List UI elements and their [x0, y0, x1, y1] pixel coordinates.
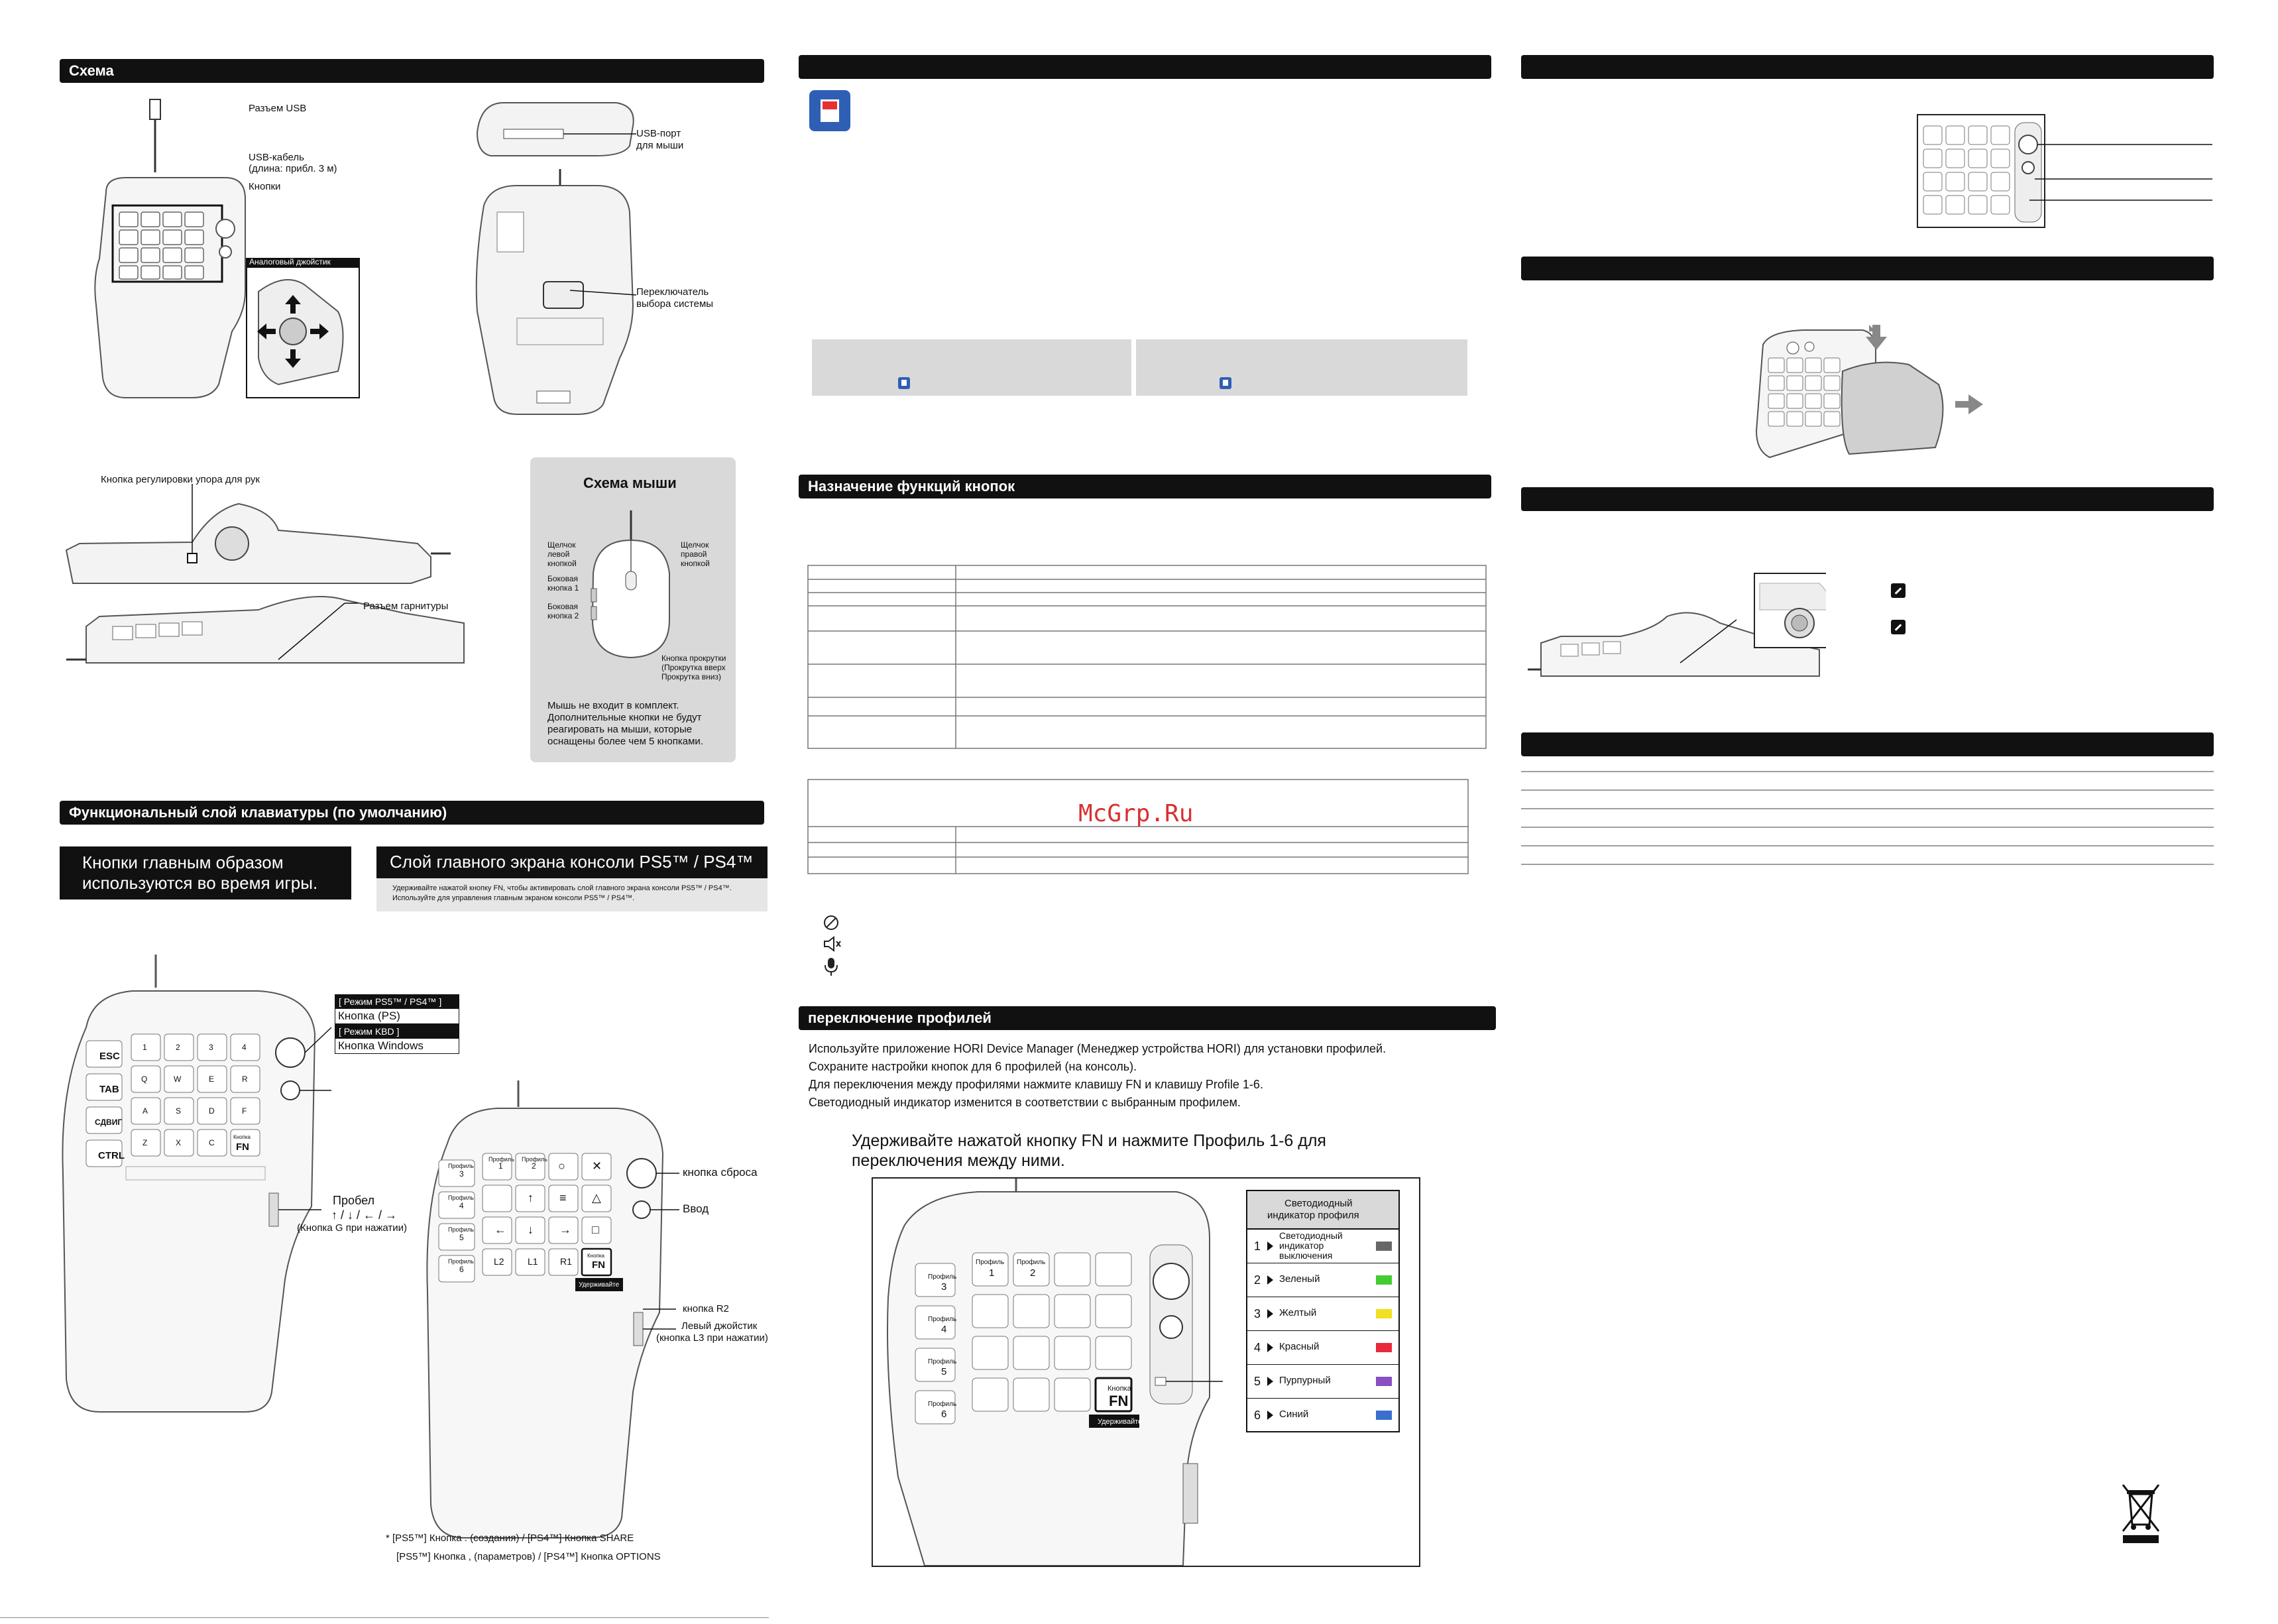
key-tab: TAB [99, 1084, 119, 1095]
led-row-number: 1 [1254, 1240, 1261, 1253]
col3-bar-4 [1521, 732, 2214, 756]
profiles-text-2: Сохраните настройки кнопок для 6 профилей (на консоль). [809, 1060, 1137, 1073]
home-key-fn: FN [592, 1259, 605, 1271]
profiles-text-3: Для переключения между профилями нажмите клавишу FN и клавишу Profile 1-6. [809, 1078, 1263, 1091]
left-stick-label-1: Левый джойстик [681, 1320, 758, 1332]
small-ps-icon-right [1220, 377, 1231, 389]
key-c: C [209, 1138, 215, 1147]
headset-jack-label: Разъем гарнитуры [363, 601, 449, 612]
led-color-swatch [1376, 1275, 1392, 1285]
system-switch-label-1: Переключатель [636, 286, 709, 298]
mouse-side-button-2-line2: кнопка 2 [547, 611, 579, 620]
arrows-label: ↑ / ↓ / ← / → [331, 1208, 398, 1222]
home-hold-label: Удерживайте [579, 1281, 620, 1289]
key-a: A [142, 1106, 148, 1116]
usb-connector-label: Разъем USB [249, 103, 307, 114]
play-arrow-icon [1267, 1242, 1273, 1251]
profiles-title: переключение профилей [808, 1010, 992, 1026]
enter-button-label: Ввод [683, 1202, 709, 1215]
col3-bar-1 [1521, 55, 2214, 79]
home-key-l1: L1 [528, 1256, 538, 1267]
profiles-text-1: Используйте приложение HORI Device Manager (Менеджер устройства HORI) для установки профилей. [809, 1042, 1387, 1055]
led-row-number: 5 [1254, 1375, 1261, 1388]
led-row-label: Желтый [1279, 1307, 1317, 1318]
led-row-label: Зеленый [1279, 1273, 1320, 1285]
mouse-note-line1: Мышь не входит в комплект. [547, 700, 679, 711]
home-side-profile-4: 4 [459, 1201, 464, 1210]
hold-instruction-2: переключения между ними. [852, 1151, 1065, 1170]
led-row-label: Светодиодный индикатор выключения [1279, 1230, 1343, 1261]
pk-profile-6: 6 [941, 1409, 947, 1420]
led-row-label: Синий [1279, 1409, 1309, 1420]
key-3: 3 [209, 1043, 213, 1052]
mouse-scroll-line3: Прокрутка вниз) [661, 672, 721, 681]
key-fn-small-label: Кнопка [233, 1134, 251, 1140]
key-z: Z [142, 1138, 148, 1147]
wrist-rest-button-label: Кнопка регулировки упора для рук [101, 474, 260, 485]
pk-profile-word-1: Профиль [976, 1259, 1005, 1266]
profile-led-detail-illustration [1915, 113, 2214, 232]
pk-profile-word-5: Профиль [928, 1358, 957, 1365]
home-layer-box [376, 846, 768, 911]
home-profile-2: 2 [532, 1161, 536, 1171]
mouse-right-click-1: Щелчок [681, 540, 709, 550]
play-arrow-icon [1267, 1275, 1273, 1285]
home-side-profile-3: 3 [459, 1169, 464, 1179]
mouse-right-click-3: кнопкой [681, 559, 710, 568]
home-layer-sub-1: Удерживайте нажатой кнопку FN, чтобы активировать слой главного экрана консоли PS5™ / PS4™. [392, 884, 732, 892]
play-arrow-icon [1267, 1343, 1273, 1352]
col3-bar-3 [1521, 487, 2214, 511]
mouse-illustration [577, 510, 676, 663]
r2-button-label: кнопка R2 [683, 1303, 729, 1314]
device-bottom-view-illustration [464, 93, 650, 418]
mouse-side-button-1-line1: Боковая [547, 574, 579, 583]
mode-panel-right [1136, 339, 1467, 396]
pk-hold-label: Удерживайте [1098, 1418, 1143, 1426]
led-color-swatch [1376, 1242, 1392, 1251]
space-label: Пробел [333, 1194, 374, 1207]
home-profile-word-b: Профиль [522, 1156, 547, 1163]
home-key-r1: R1 [560, 1256, 572, 1267]
key-w: W [174, 1074, 182, 1084]
mode-kbd-label-box [335, 1024, 459, 1038]
led-row [1247, 1399, 1398, 1432]
assignment-table-2 [807, 779, 1470, 876]
led-row [1247, 1230, 1398, 1263]
bottom-rule-left [0, 1617, 769, 1618]
assign-title-bar [799, 475, 1491, 498]
led-table-title-2: индикатор профиля [1267, 1210, 1359, 1221]
pk-profile-4: 4 [941, 1324, 947, 1335]
fn-layer-title-bar [60, 801, 764, 825]
home-layer-title: Слой главного экрана консоли PS5™ / PS4™ [390, 852, 754, 872]
home-key-left: ← [494, 1223, 506, 1236]
led-color-swatch [1376, 1377, 1392, 1386]
led-row-number: 6 [1254, 1409, 1261, 1422]
home-profile-word-a: Профиль [488, 1156, 514, 1163]
pk-fn-small: Кнопка [1108, 1385, 1131, 1393]
led-row-label: Красный [1279, 1341, 1320, 1352]
home-key-options: ≡ [559, 1191, 567, 1204]
led-row [1247, 1263, 1398, 1297]
col3-table-lines [1521, 769, 2214, 875]
col3-bar-2 [1521, 257, 2214, 280]
led-table-header [1247, 1191, 1398, 1230]
home-side-profile-word-4: Профиль [448, 1194, 474, 1201]
game-layer-box [60, 846, 351, 899]
key-shift: СДВИГ [95, 1118, 123, 1127]
key-2: 2 [176, 1043, 180, 1052]
led-color-swatch [1376, 1411, 1392, 1420]
left-stick-label-2: (кнопка L3 при нажатии) [656, 1332, 768, 1344]
key-esc: ESC [99, 1051, 120, 1062]
mouse-note-line4: оснащены более чем 5 кнопками. [547, 736, 703, 747]
buttons-label: Кнопки [249, 181, 281, 192]
led-row-number: 4 [1254, 1341, 1261, 1354]
reset-button-label: кнопка сброса [683, 1166, 758, 1179]
game-layer-text-2: используются во время игры. [82, 873, 318, 893]
play-arrow-icon [1267, 1377, 1273, 1386]
key-f: F [242, 1106, 247, 1116]
key-fn: FN [236, 1141, 249, 1153]
wrist-rest-adjust-illustration [1521, 570, 1826, 689]
ps-button-label-box [335, 1008, 459, 1024]
device-side-views-illustration [60, 484, 477, 683]
pk-profile-word-2: Профиль [1017, 1259, 1046, 1266]
hold-instruction-1: Удерживайте нажатой кнопку FN и нажмите Профиль 1-6 для [852, 1131, 1326, 1150]
pk-fn: FN [1109, 1393, 1129, 1409]
microphone-icon [822, 956, 840, 977]
home-key-down: ↓ [528, 1223, 534, 1236]
home-side-profile-5: 5 [459, 1233, 464, 1242]
mode-ps-label: [ Режим PS5™ / PS4™ ] [339, 996, 442, 1007]
fn-layer-title: Функциональный слой клавиатуры (по умолчанию) [69, 804, 447, 821]
home-key-up: ↑ [528, 1191, 534, 1204]
key-x: X [176, 1138, 182, 1147]
scheme-title: Схема [69, 62, 114, 79]
key-s: S [176, 1106, 182, 1116]
pk-profile-2: 2 [1030, 1267, 1036, 1279]
mode-panel-left [812, 339, 1131, 396]
play-arrow-icon [1267, 1309, 1273, 1318]
mouse-note-line2: Дополнительные кнопки не будут [547, 712, 702, 723]
profiles-title-bar [799, 1006, 1496, 1030]
key-1: 1 [142, 1043, 147, 1052]
windows-button-label: Кнопка Windows [338, 1039, 424, 1052]
home-side-profile-6: 6 [459, 1265, 464, 1274]
windows-button-label-box [335, 1038, 459, 1054]
mouse-left-click-2: левой [547, 550, 570, 559]
key-d: D [209, 1106, 215, 1116]
play-arrow-icon [1267, 1411, 1273, 1420]
home-key-l2: L2 [494, 1256, 504, 1267]
watermark-text: McGrp.Ru [1078, 800, 1194, 827]
g-button-label: (Кнопка G при нажатии) [297, 1222, 408, 1234]
home-layer-sub-2: Используйте для управления главным экраном консоли PS5™ / PS4™. [392, 894, 635, 902]
ps-button-label: Кнопка (PS) [338, 1010, 400, 1022]
footnote-1: * [PS5™] Кнопка . (создания) / [PS4™] Кнопка SHARE [386, 1533, 634, 1544]
game-layer-keypad-illustration [60, 955, 371, 1419]
led-row-label: Пурпурный [1279, 1375, 1331, 1386]
home-layer-title-box [376, 846, 768, 878]
col2-top-bar [799, 55, 1491, 79]
key-e: E [209, 1074, 215, 1084]
led-row-number: 2 [1254, 1273, 1261, 1287]
key-q: Q [141, 1074, 148, 1084]
pk-profile-5: 5 [941, 1366, 947, 1377]
mute-speaker-icon [822, 935, 843, 953]
pk-profile-word-4: Профиль [928, 1316, 957, 1323]
profiles-text-4: Светодиодный индикатор изменится в соответствии с выбранным профилем. [809, 1096, 1241, 1109]
home-key-square: □ [592, 1223, 599, 1236]
home-side-profile-word-6: Профиль [448, 1258, 474, 1265]
led-row [1247, 1365, 1398, 1399]
led-row [1247, 1297, 1398, 1331]
usb-mouse-port-label-2: для мыши [636, 140, 684, 151]
led-color-swatch [1376, 1343, 1392, 1352]
home-side-profile-word-3: Профиль [448, 1163, 474, 1169]
usb-cable-label-2: (длина: прибл. 3 м) [249, 163, 337, 174]
pk-profile-1: 1 [989, 1267, 995, 1279]
home-key-triangle: △ [592, 1191, 601, 1204]
weee-crossed-bin-icon [2118, 1478, 2164, 1544]
mouse-side-button-2-line1: Боковая [547, 602, 579, 611]
mode-ps-label-box [335, 994, 459, 1008]
device-top-view-illustration [86, 93, 365, 404]
scheme-title-bar [60, 59, 764, 83]
check-icon-1 [1891, 583, 1906, 598]
led-color-swatch [1376, 1309, 1392, 1318]
home-profile-1: 1 [498, 1161, 503, 1171]
system-switch-label-2: выбора системы [636, 298, 714, 310]
mode-kbd-label: [ Режим KBD ] [339, 1026, 400, 1037]
home-key-right: → [559, 1223, 571, 1236]
led-row [1247, 1331, 1398, 1365]
assign-title: Назначение функций кнопок [808, 478, 1015, 494]
mouse-side-button-1-line2: кнопка 1 [547, 583, 579, 593]
mouse-left-click-1: Щелчок [547, 540, 576, 550]
assignment-table [807, 565, 1487, 750]
mouse-note-line3: реагировать на мыши, которые [547, 724, 693, 735]
mouse-scroll-line1: Кнопка прокрутки [661, 654, 726, 663]
home-key-fn-small: Кнопка [587, 1253, 604, 1259]
ps-mode-icon [809, 90, 850, 131]
analog-stick-label: Аналоговый джойстик [249, 257, 331, 266]
mouse-right-click-2: правой [681, 550, 707, 559]
mouse-scroll-line2: (Прокрутка вверх [661, 663, 726, 672]
wrist-rest-attach-illustration [1743, 325, 1988, 464]
led-row-number: 3 [1254, 1307, 1261, 1320]
check-icon-2 [1891, 620, 1906, 634]
pk-profile-word-6: Профиль [928, 1401, 957, 1408]
led-table-title-1: Светодиодный [1284, 1198, 1353, 1209]
pk-profile-word-3: Профиль [928, 1273, 957, 1281]
small-ps-icon-left [898, 377, 910, 389]
pk-profile-3: 3 [941, 1281, 947, 1293]
home-key-circle: ○ [558, 1159, 565, 1173]
home-key-cross: ✕ [592, 1159, 602, 1173]
mouse-left-click-3: кнопкой [547, 559, 577, 568]
home-side-profile-word-5: Профиль [448, 1226, 474, 1233]
key-r: R [242, 1074, 248, 1084]
profile-keypad-illustration [878, 1179, 1223, 1566]
led-table [1246, 1190, 1400, 1432]
mouse-diagram-title: Схема мыши [583, 475, 677, 491]
key-4: 4 [242, 1043, 247, 1052]
key-ctrl: CTRL [98, 1150, 125, 1161]
disabled-icon [822, 913, 840, 932]
usb-mouse-port-label-1: USB-порт [636, 128, 681, 139]
home-layer-keypad-illustration [411, 1080, 689, 1544]
footnote-2: [PS5™] Кнопка , (параметров) / [PS4™] Кнопка OPTIONS [396, 1551, 661, 1562]
game-layer-text-1: Кнопки главным образом [82, 852, 284, 872]
usb-cable-label-1: USB-кабель [249, 152, 304, 163]
